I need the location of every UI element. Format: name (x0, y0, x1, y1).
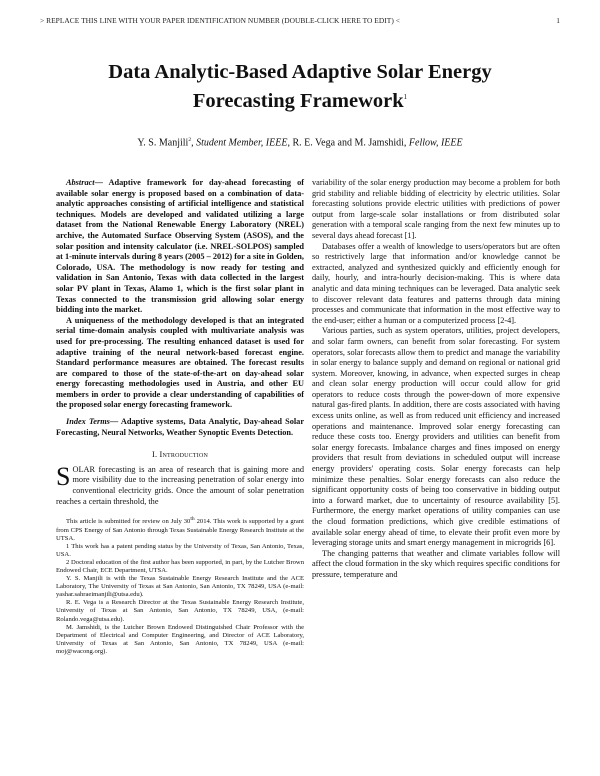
body-paragraph-3: Various parties, such as system operators, utilities, project developers, and solar farm owners, can benefit from solar forecasting. For system operators, solar forecasts allow them to predict and manage the variability in solar energy to balance supply and demand on regional or national grid system. Moreover, knowing, in advance, when expected surges in cheap and clean solar energy production will occur could allow for grid operators to reduce costs through the power-down of more expensive natural gas-fired plants. In addition, there are costs associated with having excess units online, as well as from reduced unit efficiency and increased operations and maintenance. Improved solar energy forecasting can reduce these costs too. Energy providers and utilities can benefit from solar energy forecasts. Imbalance charges and fines imposed on energy providers that result from deviations in scheduled output will increase energy providers' operating costs. Solar energy forecasts can help minimize these penalties. Solar energy forecasts can also reduce the significant opportunity costs of being too conservative in bidding output into a forward market, due to uncertainty of resource availability [5]. Furthermore, the energy market operations of utility companies can use the cloud formation predictions, which give credible estimations of available solar energy ahead of time, to elevate their profit even more by leveraging storage units and smart energy management in microgrids [6]. (312, 326, 560, 548)
footnote-submission (56, 515, 304, 542)
index-terms-lead: Index Terms (66, 417, 110, 427)
intro-paragraph (56, 461, 304, 507)
footnote-doctoral: 2 Doctoral education of the first author has been supported, in part, by the Lutcher Brown Endowed Chair, ECE Department, UTSA. (56, 558, 304, 574)
index-terms-text: — Adaptive systems, Data Analytic, Day-ahead Solar Forecasting, Neural Networks, Weather Synoptic Events Detection. (56, 417, 305, 437)
author-1-role: Student Member, IEEE (196, 137, 288, 149)
footnote-author-3: M. Jamshidi, is the Lutcher Brown Endowed Distinguished Chair Professor with the Department of Electrical and Computer Engineering, and Director of ACE Laboratory, University of Texas at San Antonio, San Antonio, TX 78249, USA (e-mail: moj@wacong.org). (56, 623, 304, 655)
abstract (56, 178, 304, 316)
author-2: R. E. Vega and M. Jamshidi, (292, 137, 407, 149)
body-paragraph-2: Databases offer a wealth of knowledge to users/operators but are often so restrictively large that information and/or knowledge cannot be extracted, analyzed and synthesized quickly and efficiently enough for daily, hourly, and intra-hourly decision-making. This is where data analytic and data mining techniques can be leveraged. Data analytic seek to discover relevant data features and patterns through data mining processes and communicate that information in the most effective way to the end-user; either a human or a computerized process [2-4]. (312, 241, 560, 325)
footnote-author-1: Y. S. Manjili is with the Texas Sustainable Energy Research Institute and the ACE Laboratory, The University of Texas at San Antonio, San Antonio, TX 78249, USA (e-mail: yashar.sahraeimanjili@utsa.edu). (56, 575, 304, 599)
title-footnote-mark: 1 (403, 93, 408, 101)
section-title: Introduction (159, 450, 209, 460)
author-1-footnote-mark: 2 (188, 137, 192, 143)
body-paragraph-1: variability of the solar energy production may become a problem for both grid stability and reliable bidding of electricity by electric utilities. Solar forecasting solutions provide electric utilities with predictions of power output from large-scale solar installations or from distributed solar generation with a temporal scale ranging from the next few minutes up to several days ahead forecast [1]. (312, 178, 560, 240)
section-heading (56, 450, 304, 461)
body-paragraph-4: The changing patterns that weather and climate variables follow will affect the cloud formation in the sky which requires specific conditions for pressure, temperature and (312, 548, 560, 579)
running-header-text: > REPLACE THIS LINE WITH YOUR PAPER IDENTIFICATION NUMBER (DOUBLE-CLICK HERE TO EDIT) < (40, 16, 400, 25)
right-column (312, 178, 560, 581)
footnote-submission-sup: th (190, 516, 195, 523)
footnotes (56, 515, 304, 656)
running-header (40, 16, 560, 25)
left-column (56, 178, 304, 656)
author-1: Y. S. Manjili (137, 137, 189, 149)
abstract-lead: Abstract (66, 178, 95, 187)
abstract-p1: — Adaptive framework for day-ahead forecasting of available solar energy is proposed based on a combination of data-analytic approaches consisting of artificial intelligence and statistical techniques. Models are developed and validated utilizing a large dataset from the National Renewable Energy Laboratory (NREL) archive, the Automated Surface Observing System (ASOS), and the solar position and intensity calculator (i.e. NREL-SOLPOS) sampled at 1-minute intervals during 8 years (2005 – 2012) for a site in Golden, Colorado, USA. The methodology is now ready for testing and validation in San Antonio, Texas with data collected in the largest solar PV plant in Texas, Alamo 1, which is the first solar plant in Texas connected to the transmission grid allowing solar energy bidding into the market. (56, 178, 304, 315)
author-line: Y. S. Manjili$^2$, Student Member, IEEE, R. E. Vega and M. Jamshidi, Fellow, IEEE (137, 137, 463, 149)
section-number: I. (151, 450, 158, 460)
footnote-patent: 1 This work has a patent pending status by the University of Texas, San Antonio, Texas, USA. (56, 542, 304, 558)
intro-text: OLAR forecasting is an area of research that is gaining more and more visibility due to the increasing penetration of solar energy into conventional electricity grids. Once the amount of solar penetration reaches a certain threshold, the (56, 464, 304, 506)
title-line-1: Data Analytic-Based Adaptive Solar Energy (108, 61, 492, 83)
page-number: 1 (556, 16, 560, 25)
abstract-p2: A uniqueness of the methodology developed is that an integrated serial time-domain analysis coupled with multivariate analysis was used for pre-processing. The resulting enhanced dataset is used for adaptive training of the neural network-based forecast engine. Standard performance measures are obtained. The forecast results are compared to those of the state-of-the-art on day-ahead solar energy forecasting methodologies used in Austria, and other EU members in order to provide a clear understanding of capabilities of the proposed solar energy forecasting framework. (56, 315, 304, 410)
footnote-submission-b: 2014. This work is supported by a grant from CPS Energy of San Antonio through Texas Sustainable Energy Research Institute at the UTSA. (56, 518, 304, 542)
index-terms (56, 417, 304, 438)
title-line-2 (40, 85, 560, 114)
footnote-author-2: R. E. Vega is a Research Director at the Texas Sustainable Energy Research Institute, University of Texas at San Antonio, San Antonio, TX 78249, USA, (e-mail: Rolando.vega@utsa.edu). (56, 599, 304, 623)
author-2-role: Fellow, IEEE (408, 137, 463, 149)
drop-cap: S (56, 461, 71, 491)
title-line-2-text: Forecasting Framework (192, 89, 404, 112)
footnote-submission-a: This article is submitted for review on July 30 (66, 518, 191, 526)
paper-title (40, 60, 560, 114)
